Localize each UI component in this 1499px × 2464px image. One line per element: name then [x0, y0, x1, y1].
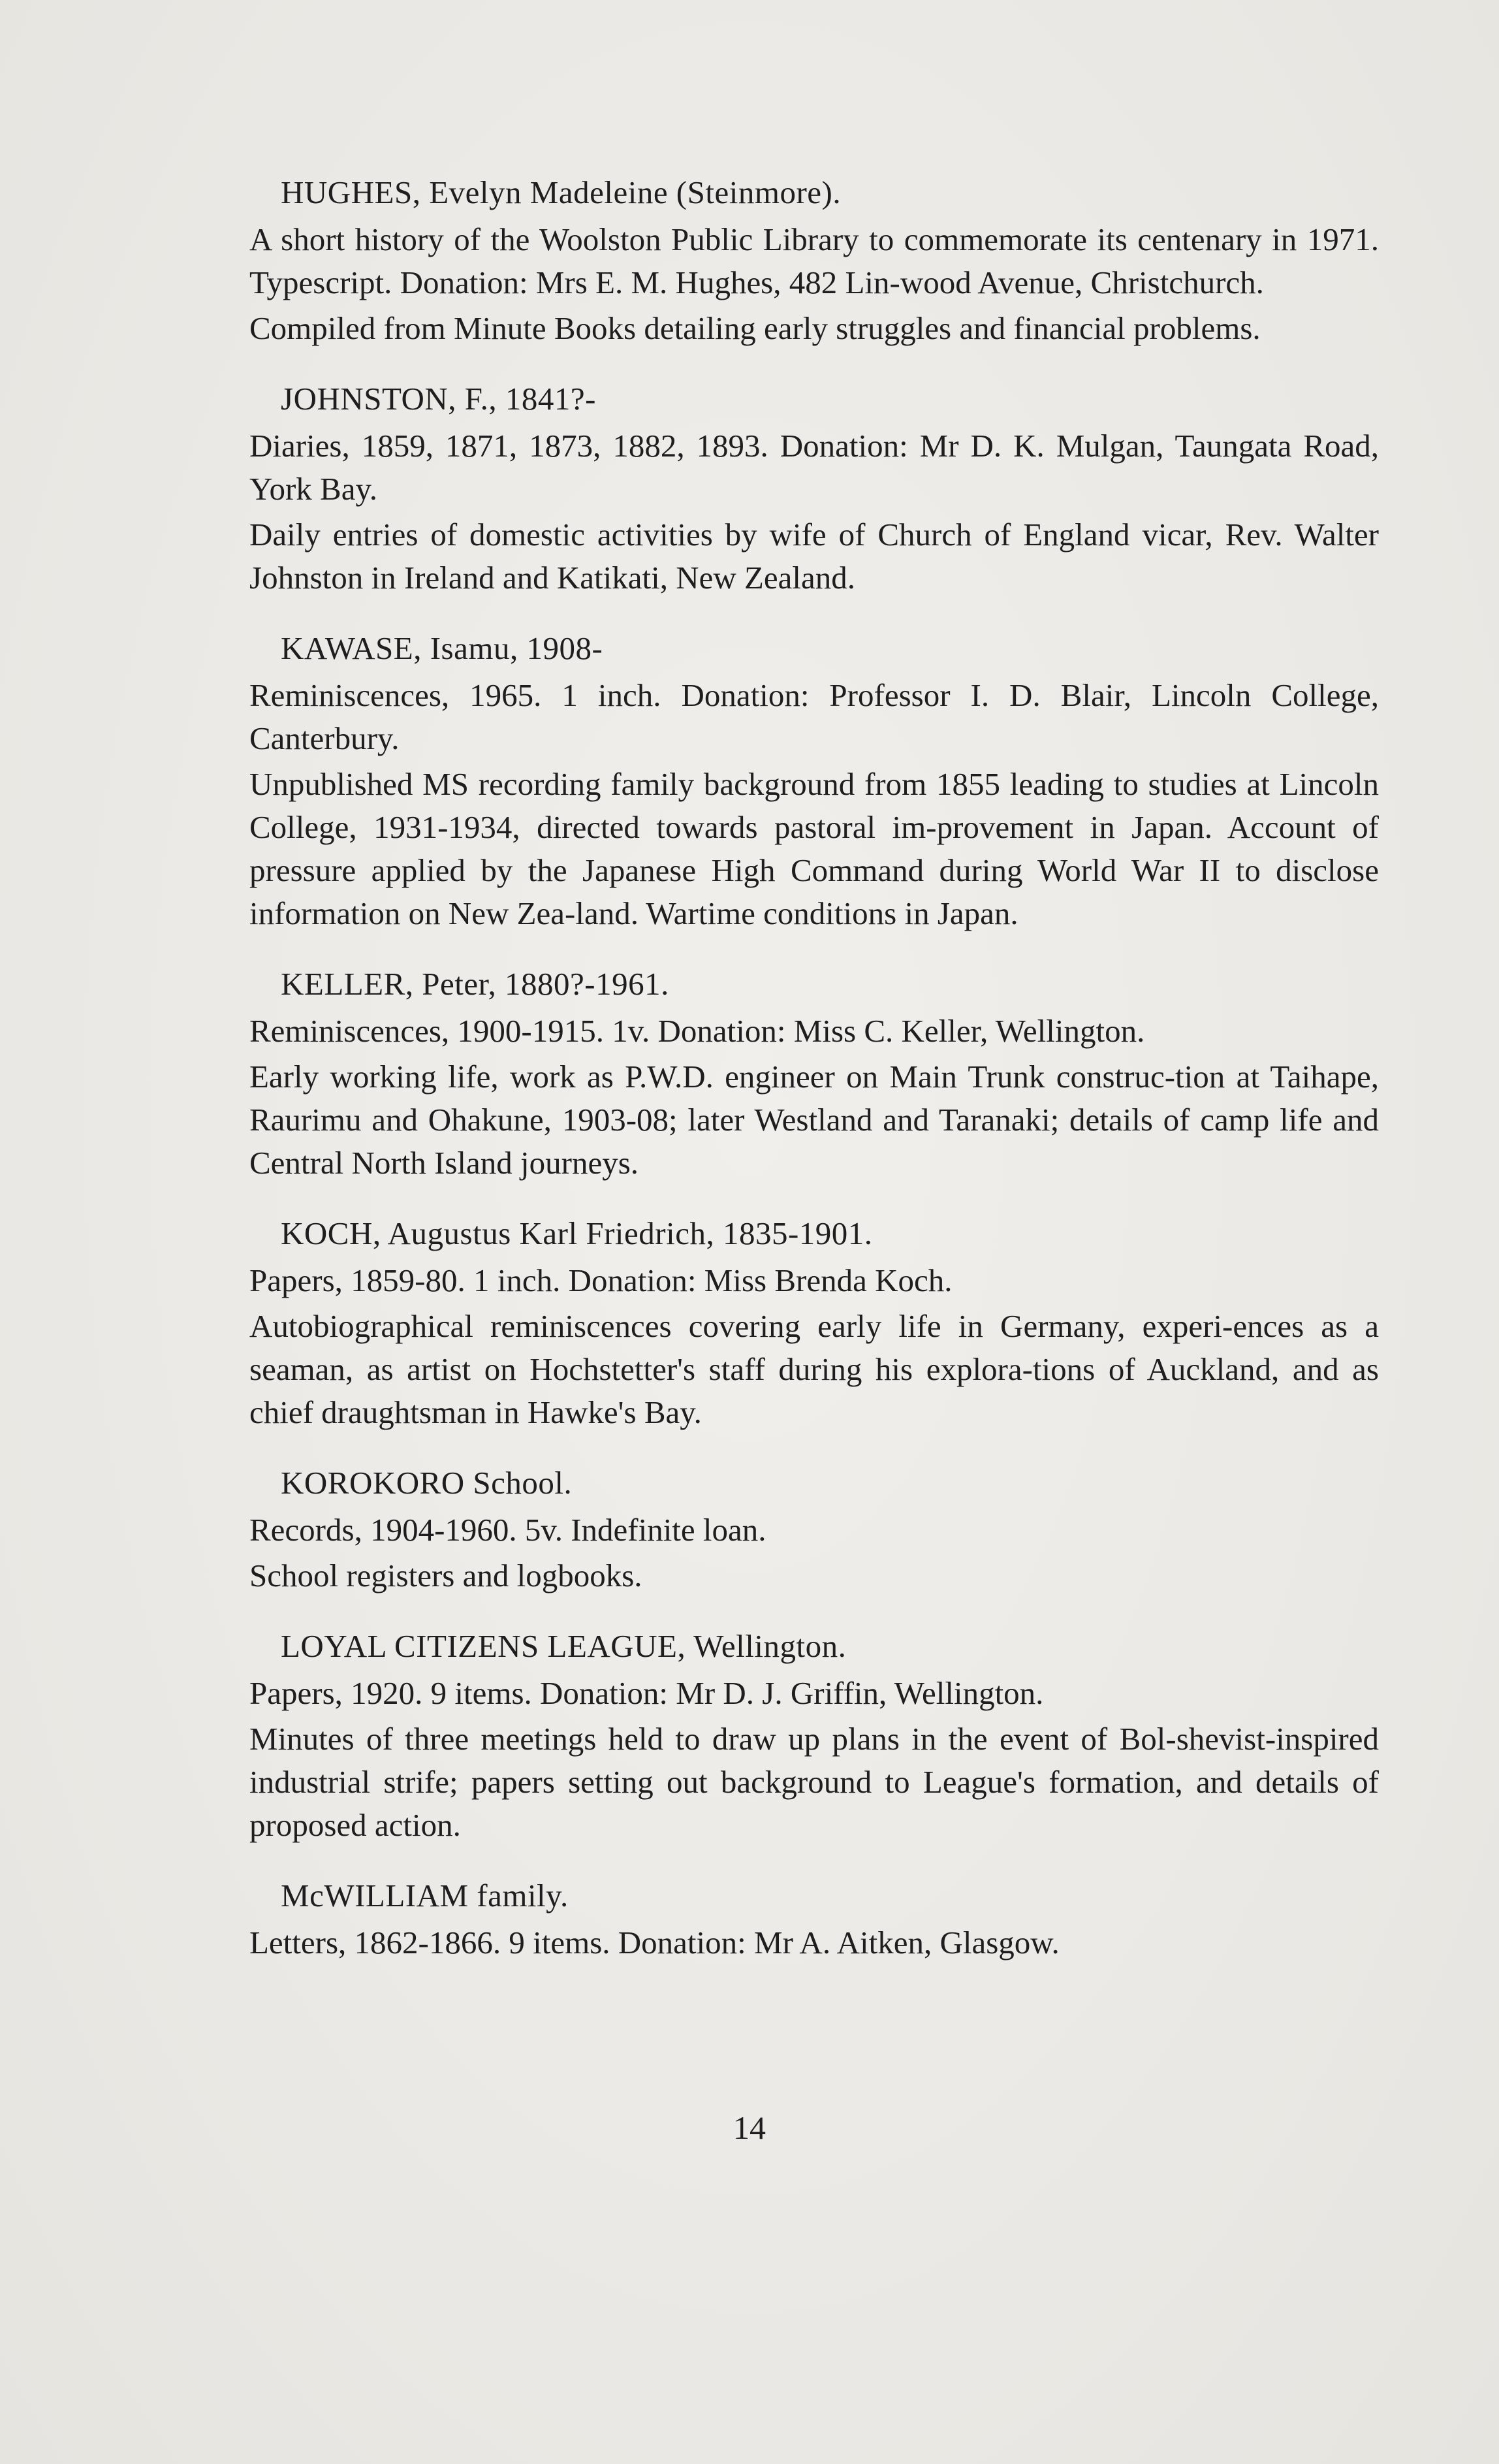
entry-description: A short history of the Woolston Public Library to commemorate its centenary in 1971. Typescript. Donation: Mrs E. M. Hughes, 482 Lin-wood Avenue, Christchurch.	[249, 221, 1379, 300]
entry-heading: KOROKORO School.	[281, 1465, 573, 1501]
entry-loyal-citizens-league	[249, 1625, 1379, 1847]
entry-heading: KELLER, Peter, 1880?-1961.	[281, 966, 669, 1002]
entry-keller	[249, 963, 1379, 1185]
entry-koch	[249, 1212, 1379, 1434]
entry-description: Reminiscences, 1965. 1 inch. Donation: Professor I. D. Blair, Lincoln College, Canterbury.	[249, 677, 1379, 756]
entry-description: Compiled from Minute Books detailing early struggles and financial problems.	[249, 310, 1261, 346]
entry-description: Papers, 1859-80. 1 inch. Donation: Miss Brenda Koch.	[249, 1262, 953, 1298]
catalogue-entries	[249, 171, 1379, 1992]
entry-kawase	[249, 627, 1379, 935]
entry-description: Papers, 1920. 9 items. Donation: Mr D. J. Griffin, Wellington.	[249, 1675, 1044, 1711]
entry-description: Daily entries of domestic activities by wife of Church of England vicar, Rev. Walter Johnston in Ireland and Katikati, New Zealand.	[249, 517, 1379, 596]
entry-heading: McWILLIAM family.	[281, 1878, 569, 1913]
entry-heading: LOYAL CITIZENS LEAGUE, Wellington.	[281, 1628, 847, 1664]
entry-hughes	[249, 171, 1379, 350]
entry-description: Unpublished MS recording family background from 1855 leading to studies at Lincoln College, 1931-1934, directed towards pastoral im-provement in Japan. Account of pressure applied by the Japanese High Command during World War II to disclose information on New Zea-land. Wartime conditions in Japan.	[249, 766, 1379, 931]
entry-description: Autobiographical reminiscences covering early life in Germany, experi-ences as a seaman, as artist on Hochstetter's staff during his explora-tions of Auckland, and as chief draughtsman in Hawke's Bay.	[249, 1308, 1379, 1430]
entry-heading: KAWASE, Isamu, 1908-	[281, 630, 603, 666]
entry-description: Records, 1904-1960. 5v. Indefinite loan.	[249, 1512, 766, 1548]
entry-mcwilliam	[249, 1874, 1379, 1964]
entry-heading: JOHNSTON, F., 1841?-	[281, 381, 596, 417]
entry-description: Letters, 1862-1866. 9 items. Donation: Mr A. Aitken, Glasgow.	[249, 1925, 1060, 1960]
entry-heading: KOCH, Augustus Karl Friedrich, 1835-1901.	[281, 1215, 873, 1251]
entry-description: Diaries, 1859, 1871, 1873, 1882, 1893. Donation: Mr D. K. Mulgan, Taungata Road, York Bay.	[249, 428, 1379, 507]
entry-description: Early working life, work as P.W.D. engineer on Main Trunk construc-tion at Taihape, Raurimu and Ohakune, 1903-08; later Westland and Taranaki; details of camp life and Central North Island journeys.	[249, 1059, 1379, 1181]
entry-johnston	[249, 377, 1379, 600]
entry-description: Reminiscences, 1900-1915. 1v. Donation: Miss C. Keller, Wellington.	[249, 1013, 1145, 1049]
entry-description: Minutes of three meetings held to draw up plans in the event of Bol-shevist-inspired industrial strife; papers setting out background to League's formation, and details of proposed action.	[249, 1721, 1379, 1843]
page-number: 14	[733, 2109, 766, 2146]
entry-heading: HUGHES, Evelyn Madeleine (Steinmore).	[281, 174, 842, 210]
entry-korokoro	[249, 1462, 1379, 1597]
entry-description: School registers and logbooks.	[249, 1558, 642, 1593]
